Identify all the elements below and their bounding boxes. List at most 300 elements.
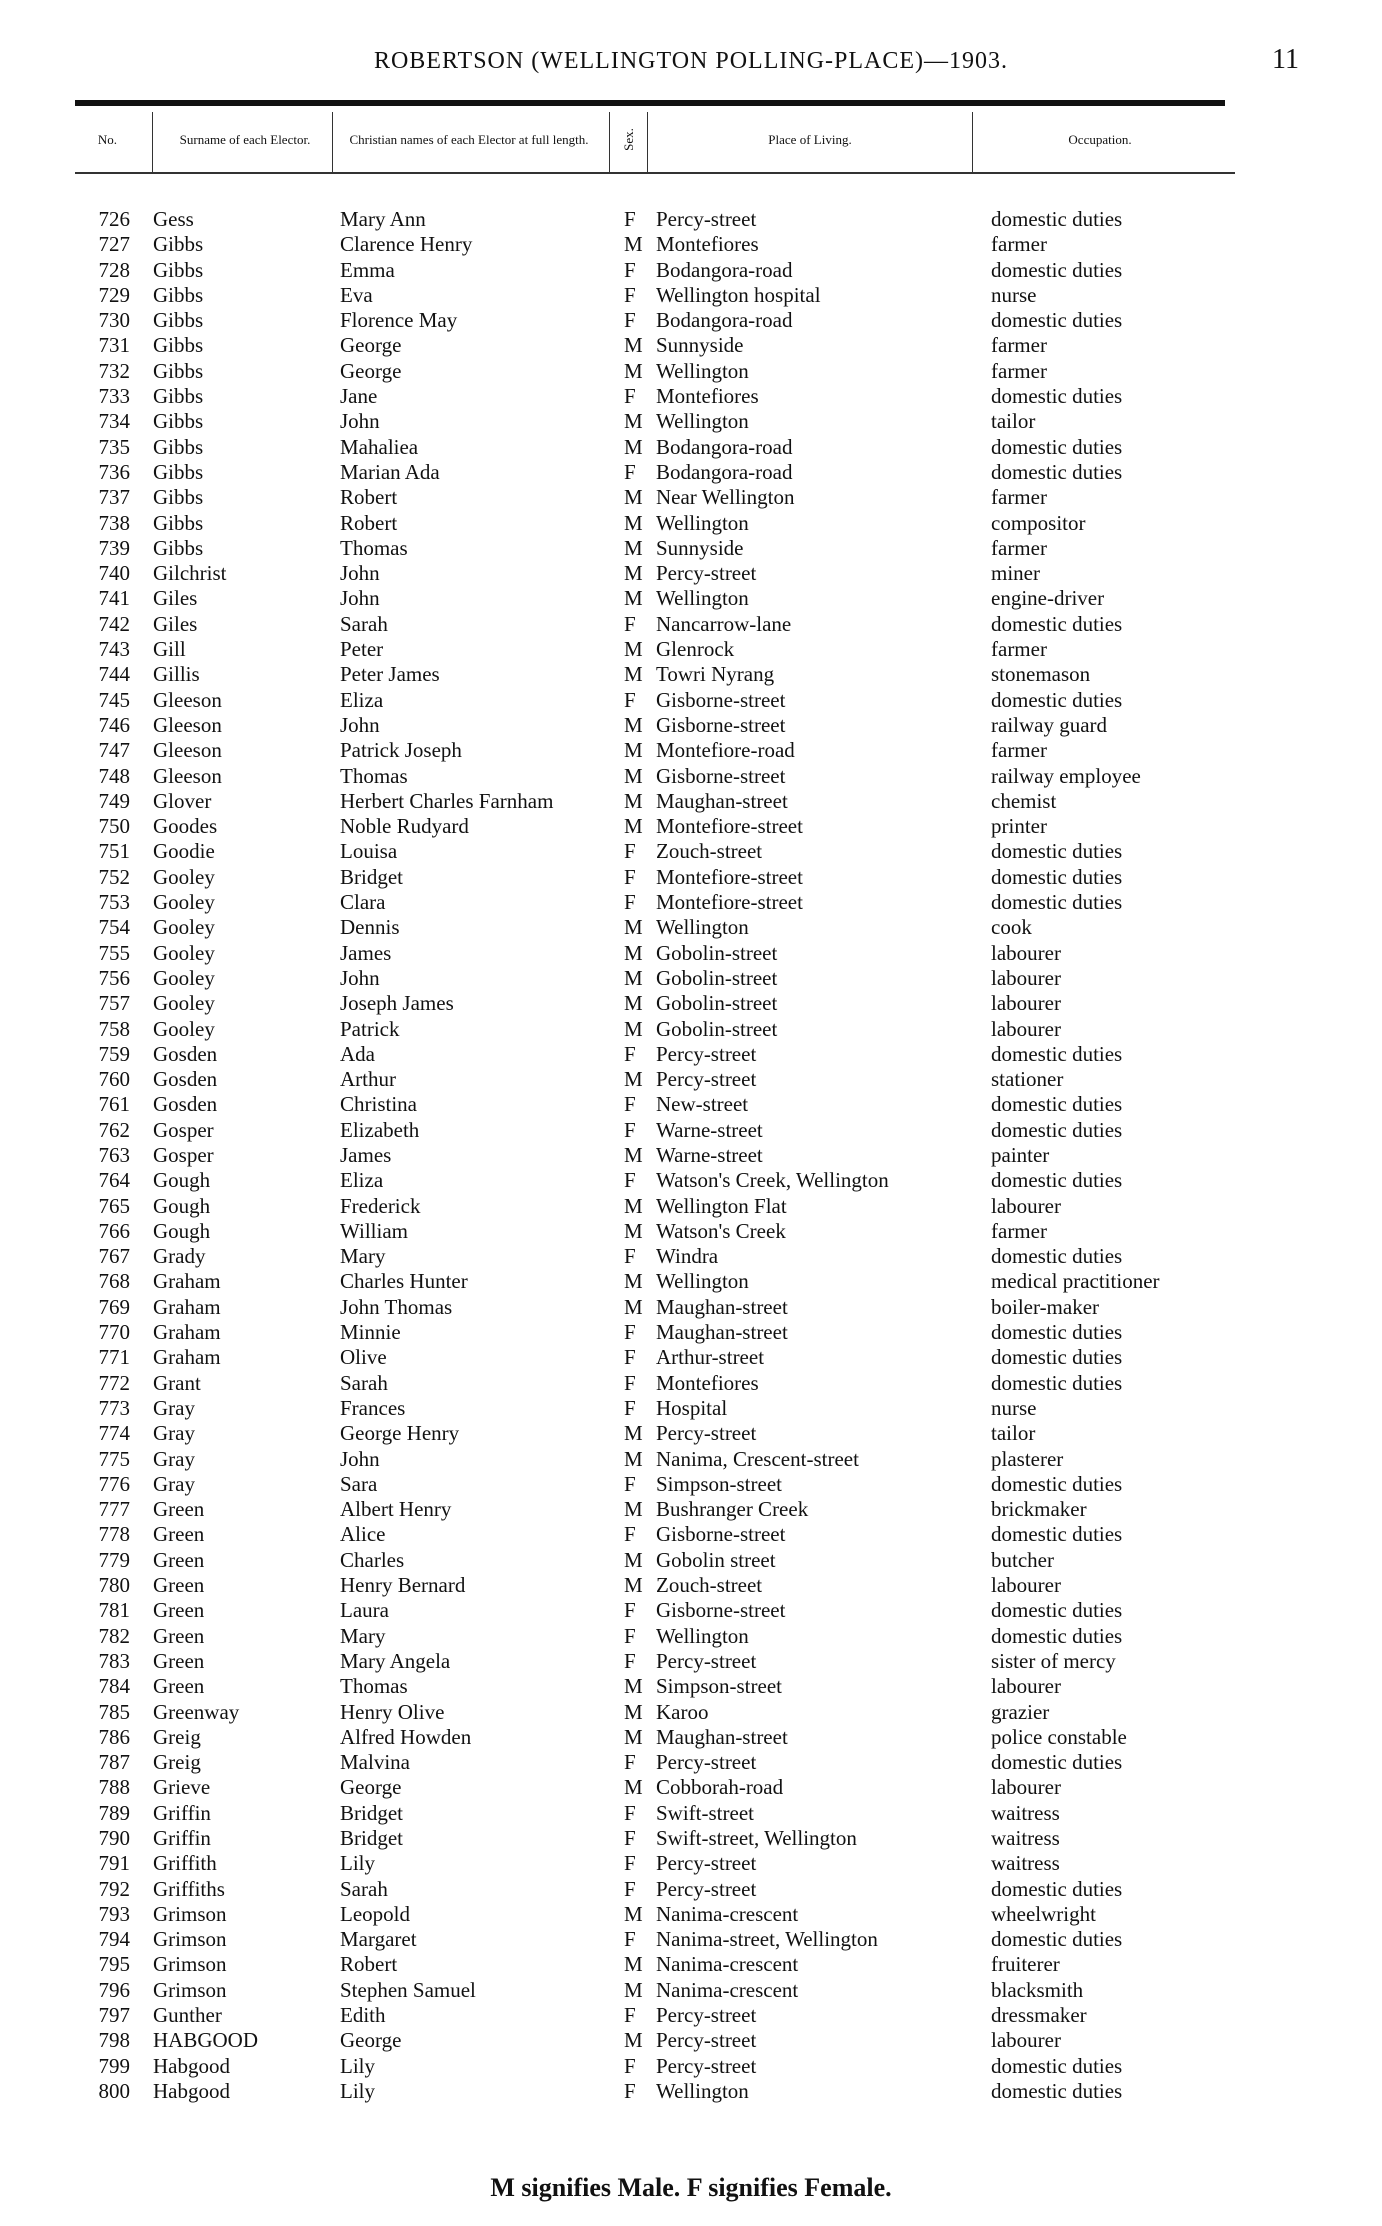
sex: F <box>624 611 636 636</box>
sex: M <box>624 2028 643 2053</box>
table-row <box>0 1649 1382 1674</box>
christian-names: Elizabeth <box>340 1117 420 1142</box>
place-of-living: Wellington Flat <box>656 1193 787 1218</box>
christian-names: Ada <box>340 1041 375 1066</box>
surname: Green <box>153 1623 205 1648</box>
elector-number: 785 <box>98 1699 130 1724</box>
elector-number: 780 <box>98 1573 130 1598</box>
elector-number: 787 <box>98 1750 130 1775</box>
elector-number: 747 <box>98 738 130 763</box>
table-row <box>0 915 1382 940</box>
surname: Graham <box>153 1320 221 1345</box>
surname: Gilchrist <box>153 561 227 586</box>
elector-number: 731 <box>98 333 130 358</box>
christian-names: George <box>340 358 402 383</box>
occupation: farmer <box>991 738 1047 763</box>
christian-names: Albert Henry <box>340 1497 452 1522</box>
place-of-living: Simpson-street <box>656 1471 782 1496</box>
elector-number: 779 <box>98 1547 130 1572</box>
sex: F <box>624 207 636 231</box>
occupation: waitress <box>991 1851 1060 1876</box>
col-header-no: No. <box>97 131 118 147</box>
col-header-sex <box>610 108 646 170</box>
sex: F <box>624 1750 636 1775</box>
electors-table <box>0 207 1382 2104</box>
col-header-sex-label: Sex. <box>620 127 636 151</box>
occupation: domestic duties <box>991 1750 1123 1775</box>
occupation: farmer <box>991 535 1047 560</box>
surname: Gibbs <box>153 434 204 459</box>
table-row <box>0 308 1382 333</box>
occupation: railway employee <box>991 763 1141 788</box>
place-of-living: Percy-street <box>656 561 757 586</box>
occupation: domestic duties <box>991 2078 1123 2103</box>
sex: F <box>624 1320 636 1345</box>
table-row <box>0 1775 1382 1800</box>
table-row <box>0 1244 1382 1269</box>
sex: F <box>624 308 636 333</box>
place-of-living: Bodangora-road <box>656 257 793 282</box>
table-row <box>0 789 1382 814</box>
occupation: farmer <box>991 637 1047 662</box>
table-row <box>0 738 1382 763</box>
surname: Gooley <box>153 1016 215 1041</box>
table-row <box>0 612 1382 637</box>
elector-number: 752 <box>98 864 130 889</box>
christian-names: Herbert Charles Farnham <box>340 788 554 813</box>
table-row <box>0 1194 1382 1219</box>
elector-number: 800 <box>98 2078 130 2103</box>
sex: M <box>624 1067 643 1092</box>
elector-number: 798 <box>98 2028 130 2053</box>
table-row <box>0 1573 1382 1598</box>
occupation: police constable <box>991 1724 1127 1749</box>
occupation: domestic duties <box>991 611 1123 636</box>
table-row <box>0 991 1382 1016</box>
place-of-living: Maughan-street <box>656 1724 788 1749</box>
christian-names: Robert <box>340 510 398 535</box>
occupation: miner <box>991 561 1040 586</box>
elector-number: 791 <box>98 1851 130 1876</box>
place-of-living: Gobolin-street <box>656 940 778 965</box>
elector-number: 748 <box>98 763 130 788</box>
elector-number: 733 <box>98 384 130 409</box>
occupation: fruiterer <box>991 1952 1060 1977</box>
sex: F <box>624 1876 636 1901</box>
surname: Goodie <box>153 839 215 864</box>
place-of-living: Karoo <box>656 1699 709 1724</box>
table-row <box>0 586 1382 611</box>
place-of-living: Montefiores <box>656 1370 759 1395</box>
christian-names: John <box>340 965 380 990</box>
surname: Gough <box>153 1193 211 1218</box>
christian-names: Charles <box>340 1547 405 1572</box>
sex: M <box>624 1193 643 1218</box>
elector-number: 789 <box>98 1800 130 1825</box>
place-of-living: Nanima-crescent <box>656 1977 799 2002</box>
surname: Green <box>153 1497 205 1522</box>
surname: Giles <box>153 611 198 636</box>
christian-names: Edith <box>340 2003 386 2028</box>
sex: M <box>624 434 643 459</box>
christian-names: Stephen Samuel <box>340 1977 476 2002</box>
occupation: compositor <box>991 510 1086 535</box>
place-of-living: Glenrock <box>656 637 735 662</box>
christian-names: George <box>340 333 402 358</box>
table-row <box>0 2003 1382 2028</box>
table-row <box>0 1345 1382 1370</box>
place-of-living: Warne-street <box>656 1142 763 1167</box>
surname: Goodes <box>153 814 218 839</box>
elector-number: 741 <box>98 586 130 611</box>
table-row <box>0 890 1382 915</box>
christian-names: Eliza <box>340 1168 384 1193</box>
occupation: domestic duties <box>991 1876 1123 1901</box>
table-row <box>0 1522 1382 1547</box>
col-header-occupation: Occupation. <box>1068 131 1132 147</box>
sex: M <box>624 788 643 813</box>
occupation: brickmaker <box>991 1497 1087 1522</box>
sex: M <box>624 409 643 434</box>
place-of-living: Windra <box>656 1244 719 1269</box>
surname: Graham <box>153 1345 221 1370</box>
sex: F <box>624 1041 636 1066</box>
elector-number: 773 <box>98 1395 130 1420</box>
occupation: wheelwright <box>991 1901 1096 1926</box>
surname: Gosden <box>153 1067 218 1092</box>
table-row <box>0 1472 1382 1497</box>
christian-names: Henry Olive <box>340 1699 445 1724</box>
col-header-christian: Christian names of each Elector at full length. <box>349 131 589 147</box>
table-row <box>0 865 1382 890</box>
occupation: nurse <box>991 282 1037 307</box>
table-row <box>0 1396 1382 1421</box>
christian-names: Sara <box>340 1471 378 1496</box>
surname: Gleeson <box>153 738 222 763</box>
place-of-living: Sunnyside <box>656 535 744 560</box>
elector-number: 726 <box>98 207 130 231</box>
sex: F <box>624 1598 636 1623</box>
surname: Gooley <box>153 991 215 1016</box>
occupation: domestic duties <box>991 308 1123 333</box>
place-of-living: Bushranger Creek <box>656 1497 809 1522</box>
place-of-living: Wellington <box>656 915 749 940</box>
surname: Griffith <box>153 1851 217 1876</box>
occupation: domestic duties <box>991 839 1123 864</box>
sex: F <box>624 1168 636 1193</box>
occupation: sister of mercy <box>991 1648 1116 1673</box>
elector-number: 782 <box>98 1623 130 1648</box>
surname: Grimson <box>153 1901 227 1926</box>
christian-names: Laura <box>340 1598 389 1623</box>
surname: Glover <box>153 788 212 813</box>
place-of-living: Maughan-street <box>656 1320 788 1345</box>
table-row <box>0 359 1382 384</box>
surname: Gillis <box>153 662 200 687</box>
sex: M <box>624 763 643 788</box>
place-of-living: Swift-street <box>656 1800 754 1825</box>
surname: Greig <box>153 1724 201 1749</box>
elector-number: 776 <box>98 1471 130 1496</box>
surname: Grimson <box>153 1952 227 1977</box>
place-of-living: Hospital <box>656 1395 728 1420</box>
sex: M <box>624 333 643 358</box>
occupation: tailor <box>991 1421 1036 1446</box>
table-row <box>0 1851 1382 1876</box>
table-row <box>0 1092 1382 1117</box>
table-row <box>0 1598 1382 1623</box>
table-row <box>0 1497 1382 1522</box>
table-row <box>0 232 1382 257</box>
occupation: domestic duties <box>991 1244 1123 1269</box>
surname: Gray <box>153 1471 195 1496</box>
column-divider <box>152 112 153 172</box>
place-of-living: Maughan-street <box>656 788 788 813</box>
table-row <box>0 662 1382 687</box>
sex-legend: M signifies Male. F signifies Female. <box>490 2173 892 2202</box>
table-row <box>0 435 1382 460</box>
sex: F <box>624 2078 636 2103</box>
table-row <box>0 1902 1382 1927</box>
elector-number: 770 <box>98 1320 130 1345</box>
sex: F <box>624 282 636 307</box>
place-of-living: Gobolin-street <box>656 991 778 1016</box>
place-of-living: Nanima, Crescent-street <box>656 1446 859 1471</box>
occupation: farmer <box>991 232 1047 257</box>
sex: F <box>624 1522 636 1547</box>
sex: M <box>624 485 643 510</box>
elector-number: 775 <box>98 1446 130 1471</box>
surname: Graham <box>153 1269 221 1294</box>
place-of-living: Towri Nyrang <box>656 662 775 687</box>
occupation: domestic duties <box>991 1623 1123 1648</box>
elector-number: 759 <box>98 1041 130 1066</box>
place-of-living: Watson's Creek <box>656 1218 786 1243</box>
christian-names: Sarah <box>340 611 388 636</box>
surname: Gooley <box>153 864 215 889</box>
elector-number: 757 <box>98 991 130 1016</box>
place-of-living: Montefiore-street <box>656 890 803 915</box>
sex: M <box>624 1977 643 2002</box>
occupation: dressmaker <box>991 2003 1087 2028</box>
surname: Gosper <box>153 1142 214 1167</box>
elector-number: 761 <box>98 1092 130 1117</box>
christian-names: Alice <box>340 1522 386 1547</box>
christian-names: John <box>340 409 380 434</box>
surname: Gibbs <box>153 308 204 333</box>
christian-names: George <box>340 2028 402 2053</box>
christian-names: Margaret <box>340 1927 417 1952</box>
sex: M <box>624 940 643 965</box>
occupation: labourer <box>991 1016 1061 1041</box>
place-of-living: Maughan-street <box>656 1294 788 1319</box>
christian-names: Mary <box>340 1244 386 1269</box>
place-of-living: Zouch-street <box>656 1573 763 1598</box>
elector-number: 762 <box>98 1117 130 1142</box>
place-of-living: Nancarrow-lane <box>656 611 792 636</box>
christian-names: George <box>340 1775 402 1800</box>
christian-names: John <box>340 1446 380 1471</box>
sex: M <box>624 1218 643 1243</box>
page-title: ROBERTSON (WELLINGTON POLLING-PLACE)—1903. <box>373 48 1009 74</box>
surname: Green <box>153 1573 205 1598</box>
christian-names: Marian Ada <box>340 459 440 484</box>
occupation: domestic duties <box>991 890 1123 915</box>
table-row <box>0 561 1382 586</box>
table-row <box>0 1700 1382 1725</box>
elector-number: 743 <box>98 637 130 662</box>
place-of-living: Montefiore-road <box>656 738 795 763</box>
christian-names: Thomas <box>340 535 408 560</box>
christian-names: Emma <box>340 257 395 282</box>
place-of-living: Percy-street <box>656 1421 757 1446</box>
elector-number: 766 <box>98 1218 130 1243</box>
christian-names: Malvina <box>340 1750 410 1775</box>
occupation: domestic duties <box>991 1370 1123 1395</box>
sex: F <box>624 1370 636 1395</box>
place-of-living: Percy-street <box>656 2053 757 2078</box>
christian-names: Henry Bernard <box>340 1573 466 1598</box>
surname: Gibbs <box>153 510 204 535</box>
elector-number: 768 <box>98 1269 130 1294</box>
table-row <box>0 2028 1382 2053</box>
surname: Gray <box>153 1395 195 1420</box>
christian-names: Christina <box>340 1092 417 1117</box>
sex: F <box>624 2003 636 2028</box>
elector-number: 765 <box>98 1193 130 1218</box>
sex: F <box>624 1648 636 1673</box>
sex: M <box>624 510 643 535</box>
surname: Green <box>153 1648 205 1673</box>
elector-number: 756 <box>98 965 130 990</box>
christian-names: John <box>340 561 380 586</box>
occupation: farmer <box>991 333 1047 358</box>
christian-names: Louisa <box>340 839 398 864</box>
christian-names: Frederick <box>340 1193 421 1218</box>
sex: M <box>624 1497 643 1522</box>
christian-names: Alfred Howden <box>340 1724 472 1749</box>
occupation: labourer <box>991 1674 1061 1699</box>
elector-number: 744 <box>98 662 130 687</box>
surname: Gooley <box>153 890 215 915</box>
christian-names: Olive <box>340 1345 387 1370</box>
sex: M <box>624 1952 643 1977</box>
sex: F <box>624 1851 636 1876</box>
surname: Gleeson <box>153 712 222 737</box>
occupation: domestic duties <box>991 1092 1123 1117</box>
christian-names: William <box>340 1218 408 1243</box>
sex: M <box>624 1573 643 1598</box>
table-row <box>0 409 1382 434</box>
surname: Gibbs <box>153 257 204 282</box>
table-row <box>0 1750 1382 1775</box>
occupation: painter <box>991 1142 1050 1167</box>
sex: F <box>624 1117 636 1142</box>
occupation: nurse <box>991 1395 1037 1420</box>
elector-number: 729 <box>98 282 130 307</box>
table-row <box>0 713 1382 738</box>
christian-names: Minnie <box>340 1320 401 1345</box>
table-row <box>0 688 1382 713</box>
surname: Grieve <box>153 1775 211 1800</box>
place-of-living: Bodangora-road <box>656 308 793 333</box>
table-row <box>0 460 1382 485</box>
occupation: domestic duties <box>991 864 1123 889</box>
elector-number: 727 <box>98 232 130 257</box>
table-row <box>0 536 1382 561</box>
surname: Green <box>153 1598 205 1623</box>
elector-number: 753 <box>98 890 130 915</box>
surname: Gibbs <box>153 535 204 560</box>
surname: Gibbs <box>153 282 204 307</box>
place-of-living: Percy-street <box>656 1041 757 1066</box>
table-row <box>0 1042 1382 1067</box>
occupation: printer <box>991 814 1047 839</box>
sex: F <box>624 839 636 864</box>
place-of-living: Wellington <box>656 510 749 535</box>
elector-number: 738 <box>98 510 130 535</box>
table-row <box>0 1168 1382 1193</box>
place-of-living: Percy-street <box>656 1876 757 1901</box>
table-row <box>0 966 1382 991</box>
occupation: stationer <box>991 1067 1064 1092</box>
occupation: domestic duties <box>991 1522 1123 1547</box>
table-row <box>0 1219 1382 1244</box>
sex: M <box>624 586 643 611</box>
christian-names: George Henry <box>340 1421 460 1446</box>
place-of-living: Montefiores <box>656 384 759 409</box>
surname: Griffin <box>153 1826 211 1850</box>
table-row <box>0 1067 1382 1092</box>
header-bottom-rule <box>75 172 1235 174</box>
sex: F <box>624 1471 636 1496</box>
elector-number: 763 <box>98 1142 130 1167</box>
table-row <box>0 1017 1382 1042</box>
sex: M <box>624 561 643 586</box>
table-row <box>0 1447 1382 1472</box>
christian-names: Lily <box>340 2078 375 2103</box>
place-of-living: Wellington <box>656 586 749 611</box>
sex: M <box>624 535 643 560</box>
table-row <box>0 1320 1382 1345</box>
place-of-living: Nanima-crescent <box>656 1901 799 1926</box>
table-row <box>0 2079 1382 2104</box>
sex: F <box>624 1927 636 1952</box>
christian-names: John Thomas <box>340 1294 453 1319</box>
sex: M <box>624 662 643 687</box>
place-of-living: Gisborne-street <box>656 687 786 712</box>
christian-names: Jane <box>340 384 378 409</box>
page-number: 11 <box>1272 44 1299 75</box>
elector-number: 755 <box>98 940 130 965</box>
surname: Habgood <box>153 2053 230 2078</box>
christian-names: Noble Rudyard <box>340 814 469 839</box>
occupation: butcher <box>991 1547 1054 1572</box>
christian-names: Robert <box>340 1952 398 1977</box>
table-row <box>0 1674 1382 1699</box>
occupation: medical practitioner <box>991 1269 1160 1294</box>
sex: M <box>624 1294 643 1319</box>
place-of-living: Sunnyside <box>656 333 744 358</box>
place-of-living: Percy-street <box>656 1648 757 1673</box>
elector-number: 737 <box>98 485 130 510</box>
elector-number: 797 <box>98 2003 130 2028</box>
sex: M <box>624 1724 643 1749</box>
sex: M <box>624 1142 643 1167</box>
sex: F <box>624 890 636 915</box>
surname: Gibbs <box>153 459 204 484</box>
occupation: domestic duties <box>991 434 1123 459</box>
